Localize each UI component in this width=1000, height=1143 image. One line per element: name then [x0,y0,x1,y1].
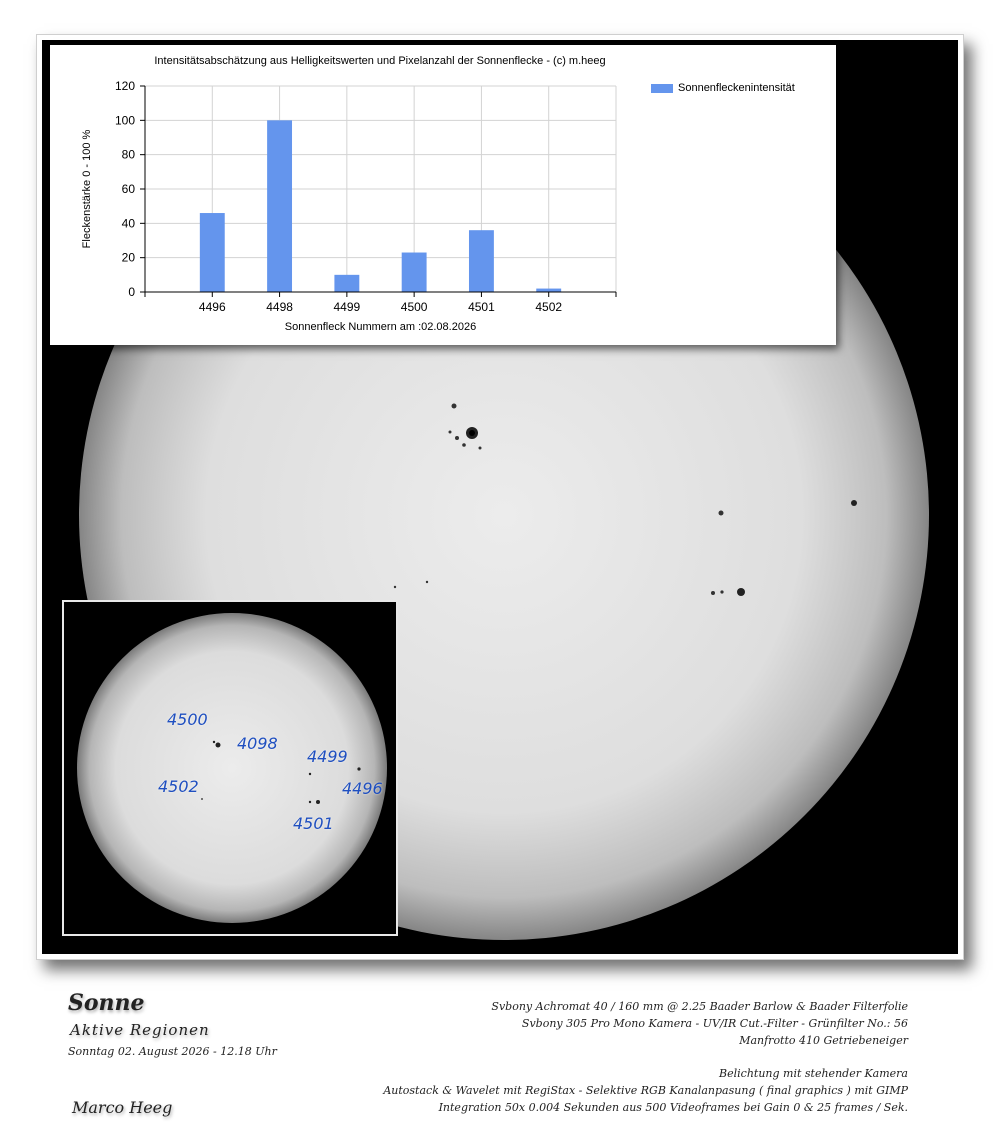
inset-sun-disk-image [64,602,396,934]
inset-label-4098: 4098 [237,734,278,753]
chart-title: Intensitätsabschätzung aus Helligkeitswerten und Pixelanzahl der Sonnenflecke - (c) m.heeg [154,55,606,67]
chart-panel [50,45,836,345]
inset-label-4501: 4501 [293,814,334,833]
bar-4499 [334,275,359,292]
inset-label-4499: 4499 [307,747,348,766]
bar-4502 [536,289,561,292]
inset-label-4496: 4496 [342,779,383,798]
y-axis-label: Fleckenstärke 0 - 100 % [81,129,93,249]
bar-4496 [200,213,225,292]
y-tick-label: 100 [114,113,135,128]
tech-line: Autostack & Wavelet mit RegiStax - Selektive RGB Kanalanpasung ( final graphics ) mit GIMP [383,1084,908,1097]
x-tick-label: 4501 [468,300,495,314]
y-tick-label: 0 [128,285,135,299]
bar-4500 [402,253,427,292]
x-tick-label: 4502 [535,300,563,314]
signature: Marco Heeg [72,1098,173,1117]
x-tick-label: 4500 [400,300,428,314]
inset-label-4500: 4500 [167,710,208,729]
y-tick-label: 60 [121,182,135,196]
caption-title: Sonne [68,990,145,1016]
y-tick-label: 20 [121,250,135,265]
bar-4498 [267,120,292,292]
y-tick-label: 120 [114,79,135,93]
tech-line: Manfrotto 410 Getriebeneiger [739,1034,908,1047]
legend-label: Sonnenfleckenintensität [678,82,795,94]
x-tick-label: 4498 [266,300,293,314]
y-tick-label: 80 [121,147,135,162]
inset-sun-map [62,600,398,936]
inset-label-4502: 4502 [158,777,199,796]
tech-line: Integration 50x 0.004 Sekunden aus 500 Videoframes bei Gain 0 & 25 frames / Sek. [438,1101,908,1114]
caption-subtitle: Aktive Regionen [70,1021,210,1039]
y-tick-label: 40 [121,216,135,231]
x-axis-label: Sonnenfleck Nummern am :02.08.2026 [284,321,477,333]
tech-line: Belichtung mit stehender Kamera [719,1067,908,1080]
tech-line: Svbony 305 Pro Mono Kamera - UV/IR Cut.-Filter - Grünfilter No.: 56 [521,1017,908,1030]
technical-details [383,998,908,1116]
caption-date: Sonntag 02. August 2026 - 12.18 Uhr [68,1045,277,1058]
tech-line: Svbony Achromat 40 / 160 mm @ 2.25 Baader Barlow & Baader Filterfolie [491,1000,908,1013]
chart-legend [651,82,795,94]
bar-4501 [469,230,494,292]
legend-swatch [651,84,673,93]
x-tick-label: 4496 [198,300,226,314]
x-tick-label: 4499 [333,300,361,314]
